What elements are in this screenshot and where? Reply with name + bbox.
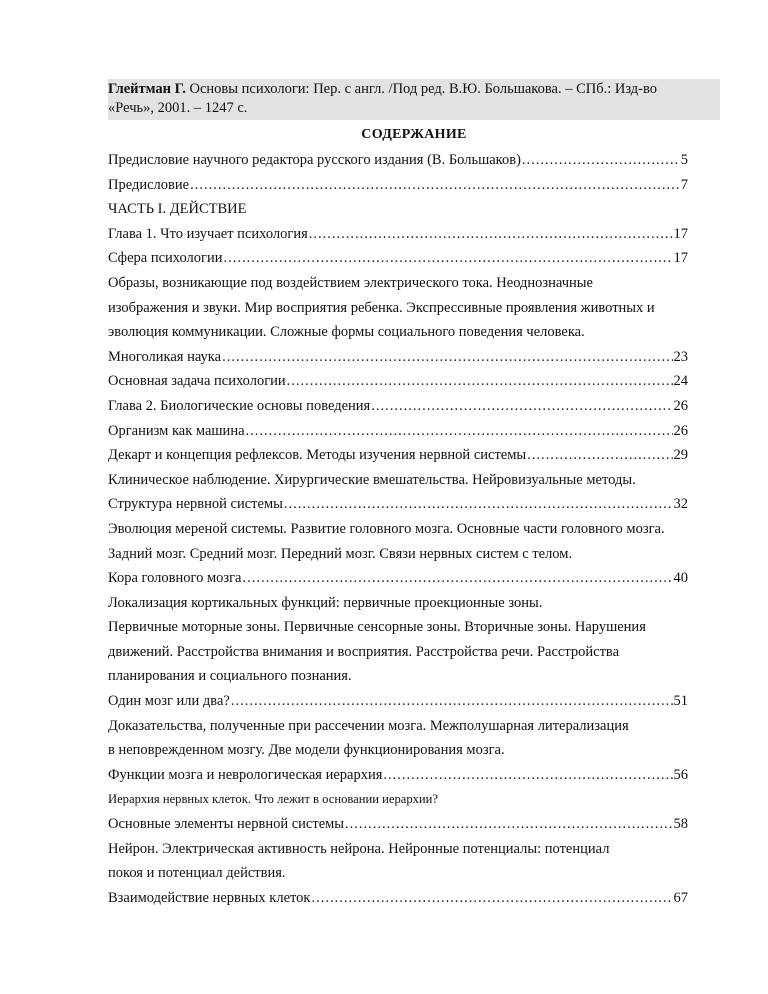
toc-entry xyxy=(108,814,720,839)
toc-entry-line xyxy=(108,175,688,195)
toc-entry-title: Взаимодействие нервных клеток xyxy=(108,889,311,906)
toc-entry xyxy=(108,175,720,200)
toc-entry-title: Предисловие xyxy=(108,176,190,193)
toc-entry-title: Декарт и концепция рефлексов. Методы изучения нервной системы xyxy=(108,447,527,464)
toc-entry-title: Основная задача психологии xyxy=(108,373,286,390)
toc-entry-line xyxy=(108,224,688,244)
toc-entry-line xyxy=(108,347,688,367)
toc-text: Клиническое наблюдение. Хирургические вмешательства. Нейровизуальные методы. xyxy=(108,471,636,488)
toc-subtopics-small xyxy=(108,789,720,814)
toc-page-number: 58 xyxy=(673,816,688,833)
toc-entry xyxy=(108,765,720,790)
dot-leader xyxy=(383,765,672,785)
toc-subtopics xyxy=(108,519,720,544)
toc-entry xyxy=(108,421,720,446)
toc-entry xyxy=(108,150,720,175)
toc-entry xyxy=(108,691,720,716)
toc-subtopics xyxy=(108,642,720,667)
toc-entry-title: Функции мозга и неврологическая иерархия xyxy=(108,766,383,783)
toc-page-number: 23 xyxy=(673,348,688,365)
toc-text: ЧАСТЬ I. ДЕЙСТВИЕ xyxy=(108,201,247,218)
toc-page-number: 17 xyxy=(673,250,688,267)
dot-leader xyxy=(231,691,673,711)
toc-page-number: 5 xyxy=(680,152,688,168)
dot-leader xyxy=(223,248,672,268)
toc-entry-line xyxy=(108,494,688,514)
toc-page-number: 51 xyxy=(673,693,688,710)
toc-entry-line xyxy=(108,888,688,908)
toc-entry xyxy=(108,347,720,372)
toc-page-number: 17 xyxy=(673,225,688,242)
toc-subtopics xyxy=(108,322,720,347)
toc-page-number: 7 xyxy=(680,176,688,193)
toc-entry-line xyxy=(108,765,688,785)
toc-entry-line xyxy=(108,814,688,834)
toc-subtopics xyxy=(108,839,720,864)
toc-text: Эволюция мереной системы. Развитие головного мозга. Основные части головного мозга. xyxy=(108,520,665,537)
toc-subtopics xyxy=(108,273,720,298)
toc-page-number: 26 xyxy=(673,397,688,414)
toc-entry xyxy=(108,371,720,396)
dot-leader xyxy=(246,421,673,441)
toc-subtopics xyxy=(108,298,720,323)
toc-subtopics xyxy=(108,199,720,224)
dot-leader xyxy=(284,494,673,514)
toc-entry-title: Структура нервной системы xyxy=(108,496,283,513)
toc-text: Образы, возникающие под воздействием электрического тока. Неоднозначные xyxy=(108,274,593,291)
toc-text: в неповрежденном мозгу. Две модели функционирования мозга. xyxy=(108,742,505,759)
dot-leader xyxy=(243,568,673,588)
toc-entry-line xyxy=(108,421,688,441)
toc-entry-title: Основные элементы нервной системы xyxy=(108,816,345,833)
toc-subtopics xyxy=(108,666,720,691)
dot-leader xyxy=(190,175,680,195)
contents-heading: СОДЕРЖАНИЕ xyxy=(361,127,467,142)
dot-leader xyxy=(522,150,680,170)
toc-entry-title: Один мозг или два? xyxy=(108,693,230,710)
bibliographic-citation xyxy=(108,79,720,120)
toc-page-number: 32 xyxy=(673,496,688,513)
toc-text: Иерархия нервных клеток. Что лежит в основании иерархии? xyxy=(108,792,438,807)
toc-text: покоя и потенциал действия. xyxy=(108,865,286,882)
toc-subtopics xyxy=(108,617,720,642)
dot-leader xyxy=(309,224,673,244)
toc-entry xyxy=(108,568,720,593)
toc-entry-line xyxy=(108,396,688,416)
toc-page-number: 26 xyxy=(673,422,688,439)
toc-subtopics xyxy=(108,593,720,618)
toc-page-number: 24 xyxy=(673,373,688,390)
toc-entry-title: Многоликая наука xyxy=(108,348,222,365)
dot-leader xyxy=(345,814,672,834)
toc-text: Локализация кортикальных функций: первичные проекционные зоны. xyxy=(108,594,543,611)
toc-entry xyxy=(108,248,720,273)
toc-entry-line xyxy=(108,445,688,465)
citation-title: Основы психологи: Пер. с англ. /Под ред. В.Ю. Большакова. – СПб.: Изд-во xyxy=(185,81,658,97)
toc-text: эволюция коммуникации. Сложные формы социального поведения человека. xyxy=(108,324,585,341)
toc-entry-title: Организм как машина xyxy=(108,422,245,439)
toc-subtopics xyxy=(108,863,720,888)
toc-entry-title: Глава 1. Что изучает психология xyxy=(108,225,308,242)
dot-leader xyxy=(222,347,672,367)
toc-entry-title: Кора головного мозга xyxy=(108,570,242,587)
toc-text: Доказательства, полученные при рассечении мозга. Межполушарная литерализация xyxy=(108,717,629,734)
toc-entry-line xyxy=(108,568,688,588)
table-of-contents xyxy=(108,150,720,912)
toc-entry xyxy=(108,445,720,470)
toc-text: Нейрон. Электрическая активность нейрона. Нейронные потенциалы: потенциал xyxy=(108,840,610,857)
citation-author: Глейтман Г. xyxy=(108,81,186,97)
dot-leader xyxy=(371,396,672,416)
toc-subtopics xyxy=(108,470,720,495)
toc-page-number: 40 xyxy=(673,570,688,587)
dot-leader xyxy=(527,445,672,465)
toc-entry xyxy=(108,396,720,421)
toc-entry xyxy=(108,494,720,519)
toc-text: Первичные моторные зоны. Первичные сенсорные зоны. Вторичные зоны. Нарушения xyxy=(108,619,646,636)
dot-leader xyxy=(311,888,672,908)
toc-page-number: 29 xyxy=(673,447,688,464)
toc-subtopics xyxy=(108,716,720,741)
toc-entry-line xyxy=(108,371,688,391)
toc-entry xyxy=(108,888,720,913)
toc-page-number: 67 xyxy=(673,889,688,906)
toc-page-number: 56 xyxy=(673,766,688,783)
toc-text: изображения и звуки. Мир восприятия ребенка. Экспрессивные проявления животных и xyxy=(108,299,655,316)
toc-text: планирования и социального познания. xyxy=(108,668,352,685)
toc-entry-line xyxy=(108,691,688,711)
toc-subtopics xyxy=(108,740,720,765)
toc-entry-title: Предисловие научного редактора русского издания (В. Большаков) xyxy=(108,152,521,168)
toc-subtopics xyxy=(108,544,720,569)
toc-entry-title: Глава 2. Биологические основы поведения xyxy=(108,397,371,414)
toc-entry-line xyxy=(108,248,688,268)
dot-leader xyxy=(287,371,673,391)
toc-text: движений. Расстройства внимания и восприятия. Расстройства речи. Расстройства xyxy=(108,643,620,660)
toc-entry xyxy=(108,224,720,249)
toc-entry-line xyxy=(108,150,688,170)
toc-text: Задний мозг. Средний мозг. Передний мозг. Связи нервных систем с телом. xyxy=(108,545,573,562)
citation-publisher: «Речь», 2001. – 1247 с. xyxy=(108,100,248,116)
toc-entry-title: Сфера психологии xyxy=(108,250,223,267)
